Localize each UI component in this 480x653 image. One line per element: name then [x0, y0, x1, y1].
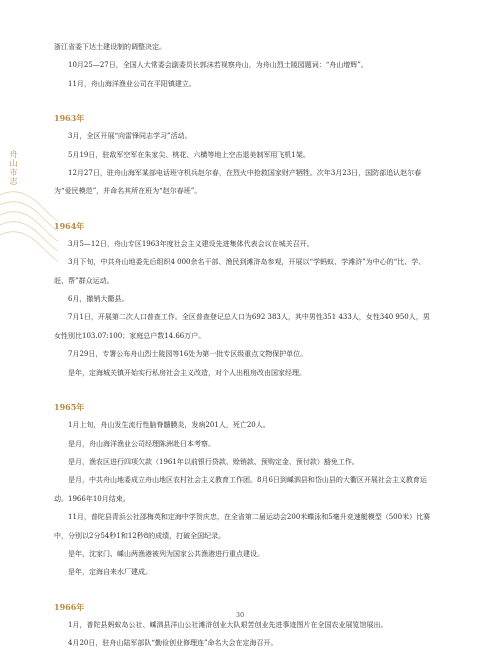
year-heading: 1965年: [54, 402, 85, 413]
year-heading: 1963年: [54, 113, 85, 124]
chronicle-entry: 7月1日，开展第二次人口普查工作。全区普查登记总人口为692 383人，其中男性351 433人，女性340 950人，男女性别比103.07:100；家庭总户数14.66万户。: [54, 313, 430, 340]
chronicle-entry: 7月29日，专署公布舟山烈士陵园等16处为第一批专区级重点文物保护单位。: [68, 350, 308, 359]
chronicle-entry: 3月，全区开展“向雷锋同志学习”活动。: [68, 132, 192, 141]
chronicle-entry: 是年，定海自来水厂建成。: [68, 568, 152, 577]
section-gap: [54, 382, 432, 398]
chronicle-entry: 是月，舟山海洋渔业公司经理陈洲赴日本考察。: [68, 439, 215, 448]
chronicle-entry: 3月下旬，中共舟山地委先后组织4 000余名干部、渔民到滩浒岛参观，开展以“学蚂蚁、学滩浒”为中心的“比、学、赶、帮”群众运动。: [54, 258, 426, 285]
section-gap: [54, 93, 432, 109]
section-gap: [54, 201, 432, 217]
chronicle-entry: 3月5—12日，舟山专区1963年度社会主义建设先进集体代表会议在城关召开。: [68, 239, 314, 248]
chronicle-entry: 浙江省委下达土建设制的调整决定。: [54, 43, 166, 51]
section-gap: [54, 582, 432, 598]
chronicle-entry: 是年，沈家门、嵊山两渔港被列为国家公共渔港进行重点建设。: [68, 549, 264, 558]
chronicle-entry: 1月，普陀县蚂蚁岛公社、嵊泗县洋山公社滩浒创业大队艰苦创业先进事迹图片在全国农业展览馆展出。: [68, 620, 388, 629]
chronicle-body: [54, 38, 432, 653]
chronicle-entry: 是月，渔农区进行四项欠款（1961年以前银行贷款、赊销款、预购定金、预付款）豁免工作。: [68, 457, 359, 466]
chronicle-entry: 6月，撤销大衢县。: [68, 295, 129, 304]
chronicle-entry: 是年，定海城关镇开始实行私房社会主义改造，对个人出租房改由国家经理。: [68, 368, 306, 377]
chapter-side-label: 舟山市志: [9, 150, 18, 186]
chronicle-entry: 11月，普陀县青浜公社邵梅英和定海中学贺庆忠，在全省第二届运动会200米蝶泳和5毫升竞速艇模型（500米）比赛中，分别以2分54秒1和12秒8的成绩，打破全国纪录。: [54, 513, 431, 540]
chronicle-entry: 5月19日，驻敌军空军在朱家尖、桃花、六横等地上空击退美制军用飞机1架。: [68, 150, 310, 159]
year-heading: 1966年: [54, 601, 85, 612]
page-number: 30: [235, 611, 245, 619]
chronicle-entry: 4月20日，驻舟山陆军部队“勤俭创业修理连”命名大会在定海召开。: [68, 639, 278, 648]
chronicle-entry: 是月，中共舟山地委成立舟山地区农村社会主义教育工作团。8月6日到嵊泗县和岱山县的大衢区开展社会主义教育运动。1966年10月结束。: [54, 476, 427, 503]
chronicle-entry: 12月27日，驻舟山海军某部电话班守机兵赵尔春，在烈火中抢救国家财产牺牲。次年3月23日，国防部追认赵尔春为“爱民模范”，并命名其所在班为“赵尔春班”。: [54, 169, 422, 196]
year-heading: 1964年: [54, 220, 85, 231]
chronicle-entry: 10月25—27日，全国人大常委会副委员长郭沫若视察舟山，为舟山烈士陵园题词：“舟山增辉”。: [68, 61, 368, 70]
chronicle-entry: 1月上旬，舟山发生流行性脑脊髓膜炎，发病201人，死亡20人。: [68, 421, 270, 430]
decorative-wave-lines: [0, 175, 58, 275]
chronicle-entry: 11月，舟山海洋渔业公司在平阳镇建立。: [68, 79, 196, 88]
